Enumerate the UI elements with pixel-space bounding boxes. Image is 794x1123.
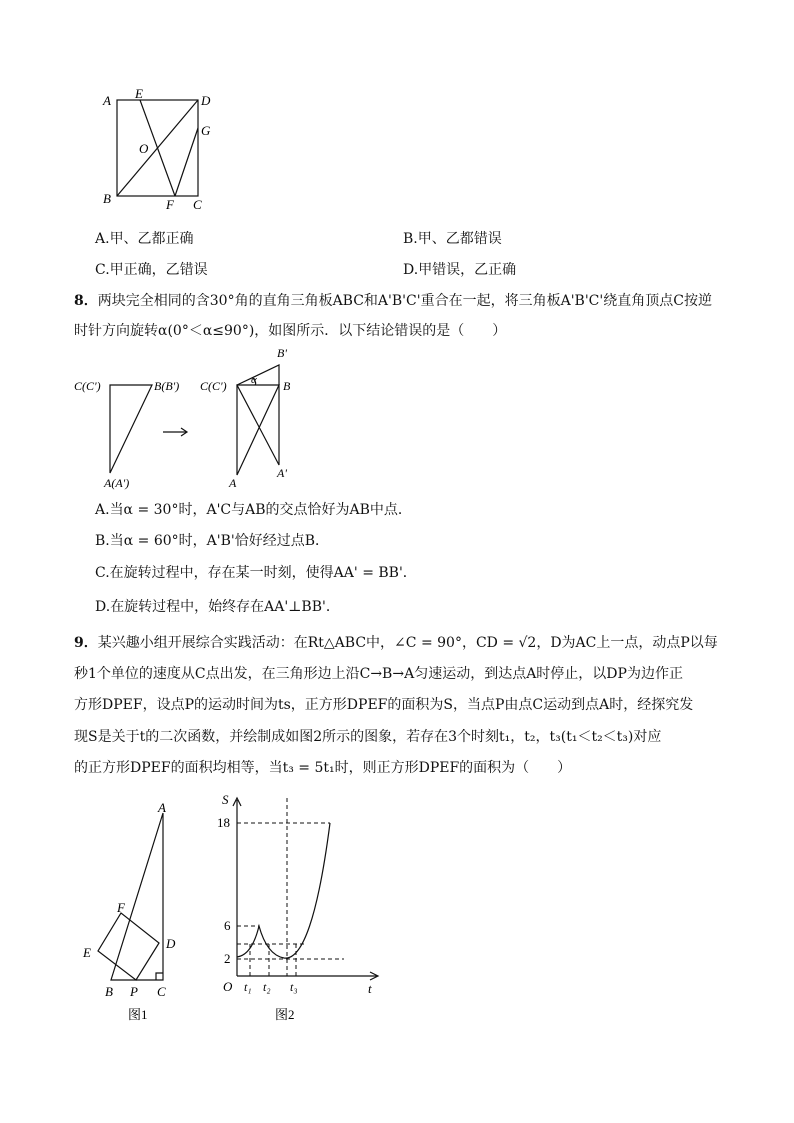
label-c: C [193,197,202,212]
curve-s [237,823,330,958]
right-angle-mark [156,973,163,980]
q9-stem-line-3: 方形DPEF，设点P的运动时间为ts，正方形DPEF的面积为S，当点P由点C运动到点A时，经探究发 [74,697,694,713]
label-b: B [103,191,111,206]
tick-2: 2 [224,951,231,966]
q8-figure-right [195,343,305,493]
label-o: O [223,979,233,994]
label-c: C [157,984,166,999]
tick-t1: t₁ [244,980,252,994]
q7-option-c[interactable]: C.甲正确，乙错误 [95,262,208,278]
label-b-bprime: B(B') [154,379,180,393]
label-p: P [130,984,138,999]
triangle-a1b1c1 [237,365,279,465]
label-o: O [139,141,149,156]
label-c-cprime: C(C') [74,379,101,393]
guide-lines [237,798,344,976]
label-f: F [117,900,125,915]
label-a: A [158,800,166,815]
tick-t2: t₂ [263,980,271,994]
q7-option-b[interactable]: B.甲、乙都错误 [403,231,502,247]
q8-option-a[interactable]: A.当α = 30°时，A'C与AB的交点恰好为AB中点． [95,502,412,518]
q7-option-a[interactable]: A.甲、乙都正确 [95,231,194,247]
q9-figure-2 [212,790,382,1030]
q9-stem-line-5: 的正方形DPEF的面积均相等，当t₃ = 5t₁时，则正方形DPEF的面积为（ ） [74,760,572,776]
label-d: D [201,93,211,108]
label-alpha: α [251,374,257,386]
q8-stem-line-2: 时针方向旋转α(0°＜α≤90°)，如图所示．以下结论错误的是（ ） [74,323,507,339]
rotation-arrow [160,425,192,439]
q9-figure-1 [78,800,188,1030]
label-c-cprime: C(C') [200,379,227,393]
q9-stem-line-1: 9．某兴趣小组开展综合实践活动：在Rt△ABC中，∠C = 90°，CD = √2，D为AC上一点，动点P以每 [74,635,718,651]
segment-fg [175,128,198,196]
label-e: E [83,945,91,960]
label-f: F [166,197,174,212]
q8-stem-line-1: 8．两块完全相同的含30°角的直角三角板ABC和A'B'C'重合在一起，将三角板A'B'C'绕直角顶点C按逆 [74,293,712,309]
label-d: D [166,936,176,951]
label-a: A [103,93,111,108]
label-s: S [222,792,229,807]
q8-option-b[interactable]: B.当α = 60°时，A'B'恰好经过点B． [95,533,330,549]
caption-fig2: 图2 [275,1007,295,1022]
triangle-abc [111,813,163,980]
tick-18: 18 [217,815,230,830]
q9-stem-line-2: 秒1个单位的速度从C点出发，在三角形边上沿C→B→A匀速运动，到达点A时停止，以DP为边作正 [74,666,683,682]
label-g: G [201,123,211,138]
q7-square-figure [95,85,225,215]
label-b: B [105,984,113,999]
q9-number: 9． [74,635,98,651]
label-a-aprime: A(A') [104,476,130,490]
label-b: B [283,379,291,393]
tick-6: 6 [224,918,231,933]
triangle-abc [237,385,279,475]
label-e: E [135,86,143,101]
q9-stem-line-4: 现S是关于t的二次函数，并绘制成如图2所示的图象，若存在3个时刻t₁，t₂，t₃(t₁＜t₂＜t₃)对应 [74,729,662,745]
tick-t3: t₃ [290,980,298,994]
label-aprime: A' [277,466,287,480]
label-bprime: B' [277,346,287,360]
q7-option-d[interactable]: D.甲错误，乙正确 [403,262,517,278]
q8-number: 8． [74,293,98,309]
q8-option-d[interactable]: D.在旋转过程中，始终存在AA'⊥BB'． [95,599,340,615]
label-a: A [229,476,237,490]
q8-option-c[interactable]: C.在旋转过程中，存在某一时刻，使得AA' = BB'． [95,565,417,581]
caption-fig1: 图1 [128,1007,148,1022]
label-t: t [368,981,372,996]
triangle-abc [110,385,152,473]
